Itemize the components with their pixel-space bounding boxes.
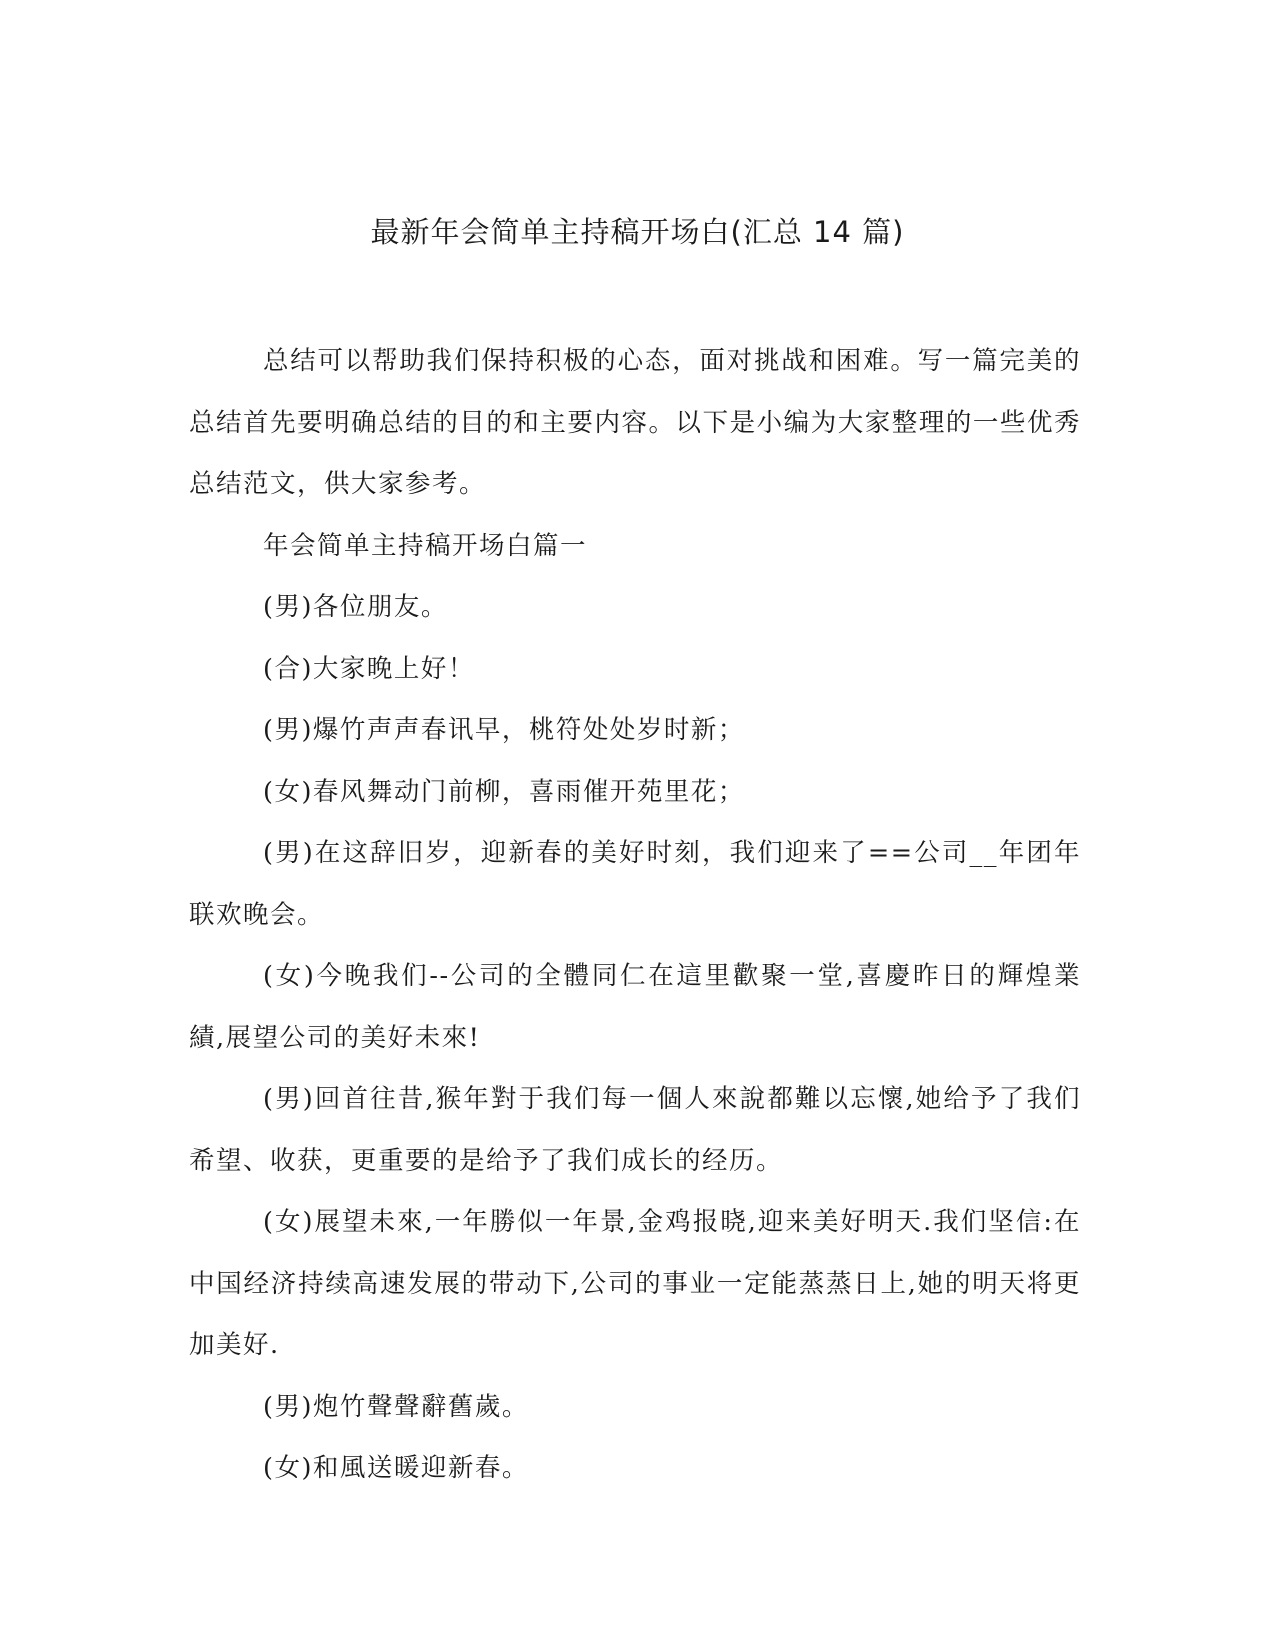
paragraph-line: (男)爆竹声声春讯早，桃符处处岁时新； <box>263 715 745 745</box>
paragraph-section-heading: 年会简单主持稿开场白篇一 <box>263 530 588 561</box>
document-body <box>189 331 1081 1500</box>
paragraph-line: (合)大家晚上好！ <box>263 653 475 684</box>
paragraph-line: (男)在这辞旧岁，迎新春的美好时刻，我们迎来了==公司__年团年联欢晚会。 <box>189 838 1081 930</box>
paragraph-intro: 总结可以帮助我们保持积极的心态，面对挑战和困难。写一篇完美的总结首先要明确总结的目的和主要内容。以下是小编为大家整理的一些优秀总结范文，供大家参考。 <box>189 346 1081 499</box>
paragraph-line: (女)展望未來,一年勝似一年景,金鸡报晓,迎来美好明天.我们坚信:在中国经济持续高速发展的带动下,公司的事业一定能蒸蒸日上,她的明天将更加美好. <box>189 1207 1081 1360</box>
paragraph-line: (男)炮竹聲聲辭舊歲。 <box>263 1391 529 1422</box>
paragraph-line: (男)回首往昔,猴年對于我们每一個人來說都難以忘懷,她给予了我们希望、收获，更重要的是给予了我们成长的经历。 <box>189 1084 1081 1176</box>
paragraph-line: (男)各位朋友。 <box>263 592 448 622</box>
paragraph-line: (女)今晚我们--公司的全體同仁在這里歡聚一堂,喜慶昨日的輝煌業績,展望公司的美好未來! <box>189 961 1081 1053</box>
paragraph-line: (女)和風送暖迎新春。 <box>263 1453 529 1483</box>
document-title: 最新年会简单主持稿开场白(汇总 14 篇) <box>370 215 905 249</box>
paragraph-line: (女)春风舞动门前柳，喜雨催开苑里花； <box>263 776 745 807</box>
